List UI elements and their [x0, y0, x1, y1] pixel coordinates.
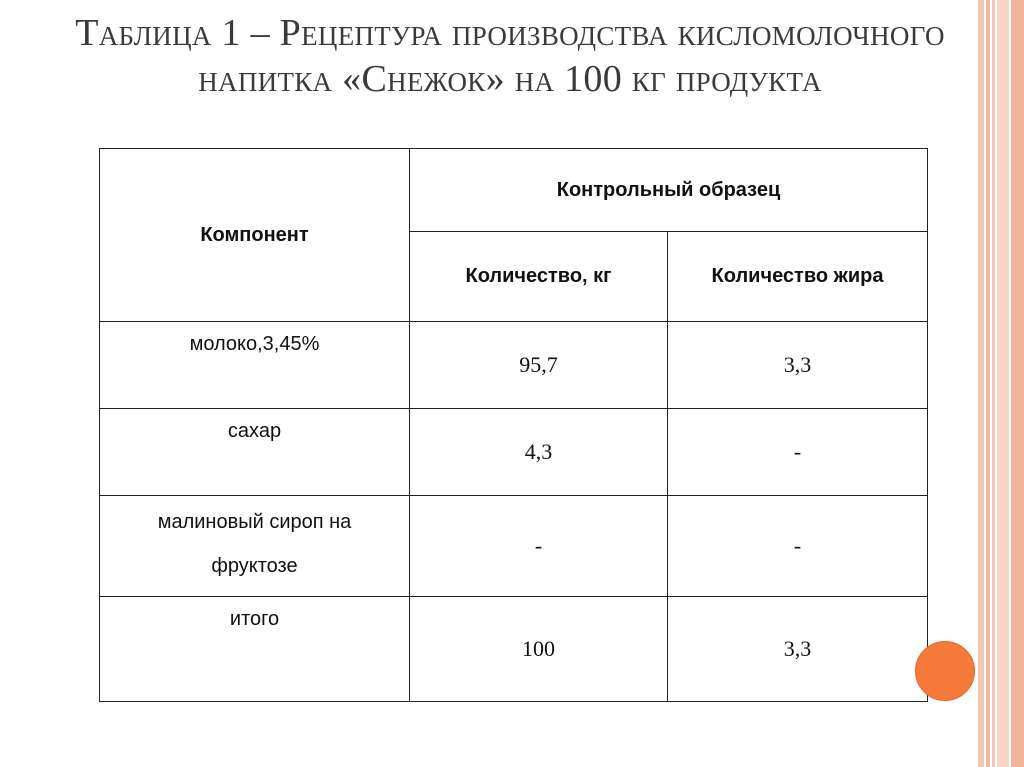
row-fat: - — [668, 496, 928, 597]
decor-stripe — [978, 0, 984, 767]
header-quantity: Количество, кг — [410, 232, 668, 322]
slide-title-line-1: Таблица 1 – Рецептура производства кисломолочного — [75, 12, 945, 54]
header-component: Компонент — [100, 149, 410, 322]
decor-stripe — [1011, 0, 1024, 767]
row-quantity: 4,3 — [410, 409, 668, 496]
row-component-line-1: малиновый сироп на — [157, 511, 352, 533]
row-component-line-2: фруктозе — [211, 555, 298, 577]
header-control-sample: Контрольный образец — [410, 149, 928, 232]
decor-stripe — [992, 0, 995, 767]
header-fat: Количество жира — [668, 232, 928, 322]
table-row — [100, 496, 928, 597]
row-component — [100, 496, 410, 597]
row-quantity: - — [410, 496, 668, 597]
row-component: итого — [100, 597, 410, 702]
table-row — [100, 322, 928, 409]
accent-circle — [915, 641, 975, 701]
row-quantity: 95,7 — [410, 322, 668, 409]
table-row — [100, 597, 928, 702]
decor-stripe — [986, 0, 990, 767]
decor-stripe — [997, 0, 1009, 767]
recipe-table — [99, 148, 928, 702]
row-fat: 3,3 — [668, 597, 928, 702]
row-component: сахар — [100, 409, 410, 496]
row-quantity: 100 — [410, 597, 668, 702]
slide-title-line-2: напитка «Снежок» на 100 кг продукта — [198, 58, 822, 100]
row-component: молоко,3,45% — [100, 322, 410, 409]
row-fat: - — [668, 409, 928, 496]
table-row — [100, 409, 928, 496]
slide-title — [30, 10, 990, 102]
row-fat: 3,3 — [668, 322, 928, 409]
